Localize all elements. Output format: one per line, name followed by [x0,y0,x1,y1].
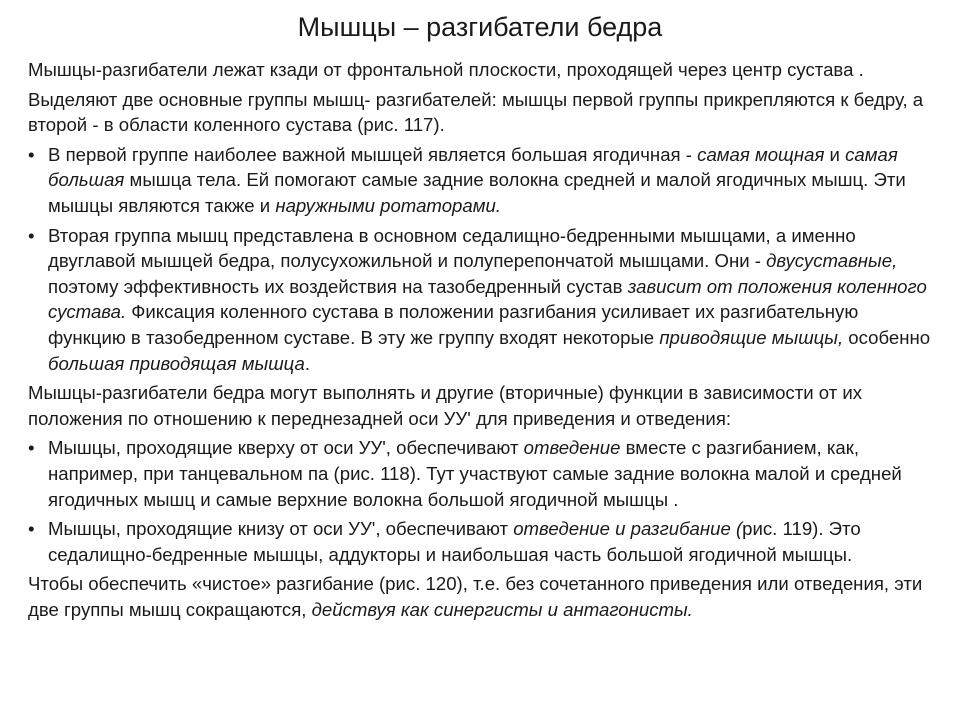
slide-content [28,57,940,626]
bullet-icon: • [28,518,35,540]
bullet-first-group: • В первой группе наиболее важной мышцей является большая ягодичная - самая мощная и самая большая мышца тела. Ей помогают самые задние волокна средней и малой ягодичных мышц. Эти мышцы являются также и наружными ротаторами. [28,143,906,216]
bullet-below-axis: • Мышцы, проходящие книзу от оси УУ', обеспечивают отведение и разгибание (рис. 119). Это седалищно-бедренные мышцы, аддукторы и наибольшая часть большой ягодичной мышцы. [28,518,861,565]
page-title: Мышцы – разгибатели бедра [297,12,663,42]
bullet-second-group: • Вторая группа мышц представлена в основном седалищно-бедренными мышцами, а именно двуглавой мышцей бедра, полусухожильной и полуперепончатой мышцами. Они - двусуставные, поэтому эффективность их воздействия на тазобедренный сустав зависит от положения коленного сустава. Фиксация коленного сустава в положении разгибания усиливает их разгибательную функцию в тазобедренном суставе. В эту же группу входят некоторые приводящие мышцы, особенно большая приводящая мышца. [28,224,931,374]
bullet-above-axis: • Мышцы, проходящие кверху от оси УУ', обеспечивают отведение вместе с разгибанием, как, например, при танцевальном па (рис. 118). Тут участвуют самые задние волокна малой и средней ягодичных мышц и самые верхние волокна большой ягодичной мышцы . [28,437,902,510]
paragraph-groups: Выделяют две основные группы мышц- разгибателей: мышцы первой группы прикрепляются к бедру, а второй - в области коленного сустава (рис. 117). [28,88,924,136]
paragraph-secondary-functions: Мышцы-разгибатели бедра могут выполнять и другие (вторичные) функции в зависимости от их положения по отношению к переднезадней оси УУ' для приведения и отведения: [28,382,863,429]
bullet-icon: • [28,224,35,246]
bullet-icon: • [28,437,35,459]
paragraph-pure-extension: Чтобы обеспечить «чистое» разгибание (рис. 120), т.е. без сочетанного приведения или отведения, эти две группы мышц сокращаются, действуя как синергисты и антагонисты. [28,573,923,620]
paragraph-intro: Мышцы-разгибатели лежат кзади от фронтальной плоскости, проходящей через центр сустава . [28,59,864,80]
bullet-icon: • [28,143,35,165]
